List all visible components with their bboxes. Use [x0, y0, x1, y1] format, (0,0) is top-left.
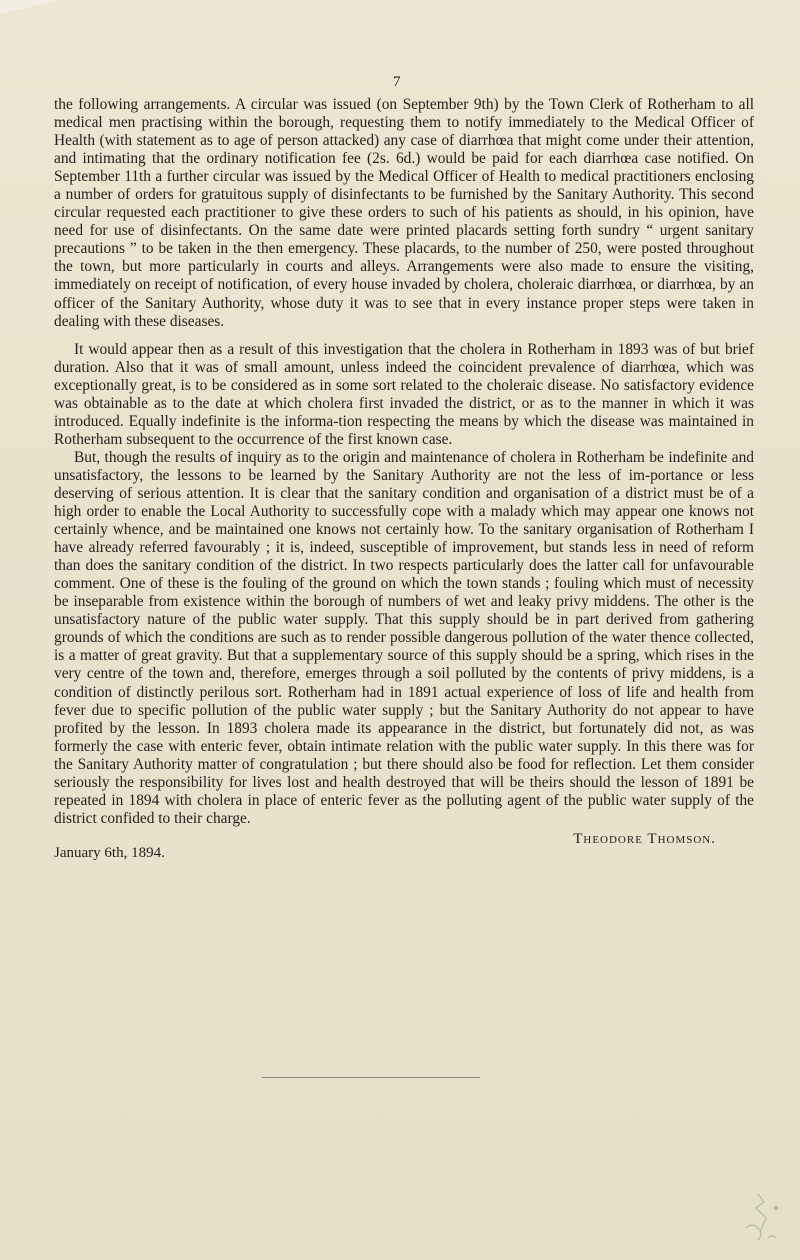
ink-stain-mark — [706, 1188, 786, 1248]
signature-date: January 6th, 1894. — [54, 844, 165, 861]
page-corner-damage — [0, 0, 60, 14]
paragraph-conclusions: It would appear then as a result of this investigation that the cholera in Rotherham in 1893 was of but brief duration. Also that it was of small amount, unless indeed the coincident prevalence of diarrhœa, which was exceptionally great, is to be considered as in some sort related to the choleraic disease. No satisfactory evidence was obtainable as to the date at which cholera first invaded the district, or as to the manner in which it was introduced. Equally indefinite is the informa-tion respecting the means by which the disease was maintained in Rotherham subsequent to the occurrence of the first known case. — [54, 340, 754, 448]
page-number: 7 — [393, 74, 401, 90]
horizontal-rule — [262, 1077, 480, 1078]
paragraph-arrangements: the following arrangements. A circular was issued (on September 9th) by the Town Clerk of Rotherham to all medical men practising within the borough, requesting them to notify immediately to the Medical Officer of Health (with statement as to age of person attacked) any case of diarrhœa that might come under their attention, and intimating that the ordinary notification fee (2s. 6d.) would be paid for each diarrhœa case notified. On September 11th a further circular was issued by the Medical Officer of Health to medical practitioners enclosing a number of orders for gratuitous supply of disinfectants to be furnished by the Sanitary Authority. This second circular requested each practitioner to give these orders to such of his patients as should, in his opinion, have need for use of disinfectants. On the same date were printed placards setting forth sundry “ urgent sanitary precautions ” to be taken in the then emergency. These placards, to the number of 250, were posted throughout the town, but more particularly in courts and alleys. Arrangements were also made to ensure the visiting, immediately on receipt of notification, of every house invaded by cholera, choleraic diarrhœa, or diarrhœa, by an officer of the Sanitary Authority, whose duty it was to see that in every instance proper steps were taken in dealing with these diseases. — [54, 96, 754, 330]
body-text — [54, 96, 754, 862]
paragraph-lessons: But, though the results of inquiry as to the origin and maintenance of cholera in Rotherham be indefinite and unsatisfactory, the lessons to be learned by the Sanitary Authority are not the less of im-portance or less deserving of serious attention. It is clear that the sanitary condition and organisation of a district must be of a high order to enable the Local Authority to successfully cope with a malady which may appear one knows not certainly whence, and be maintained one knows not certainly how. To the sanitary organisation of Rotherham I have already referred favourably ; it is, indeed, susceptible of improvement, but stands less in need of reform than does the sanitary condition of the district. In two respects particularly does the latter call for unfavourable comment. One of these is the fouling of the ground on which the town stands ; fouling which must of necessity be inseparable from existence within the borough of numbers of wet and leaky privy middens. The other is the unsatisfactory nature of the public water supply. That this supply should be in part derived from gathering grounds of which the conditions are such as to render possible dangerous pollution of the water thence collected, is a matter of great gravity. But that a supplementary source of this supply should be a spring, which rises in the very centre of the town and, therefore, emerges through a soil polluted by the contents of privy middens, is a condition of distinctly perilous sort. Rotherham had in 1891 actual experience of loss of life and health from fever due to specific pollution of the public water supply ; but the Sanitary Authority do not appear to have profited by the lesson. In 1893 cholera made its appearance in the district, but fortunately did not, as was formerly the case with enteric fever, obtain intimate relation with the public water supply. In this there was for the Sanitary Authority matter of congratulation ; but there should also be food for reflection. Let them consider seriously the responsibility for lives lost and health destroyed that will be theirs should the lesson of 1891 be repeated in 1894 with cholera in place of enteric fever as the polluting agent of the public water supply of the district confided to their charge. — [54, 448, 754, 827]
author-signature: Theodore Thomson. — [573, 830, 716, 847]
